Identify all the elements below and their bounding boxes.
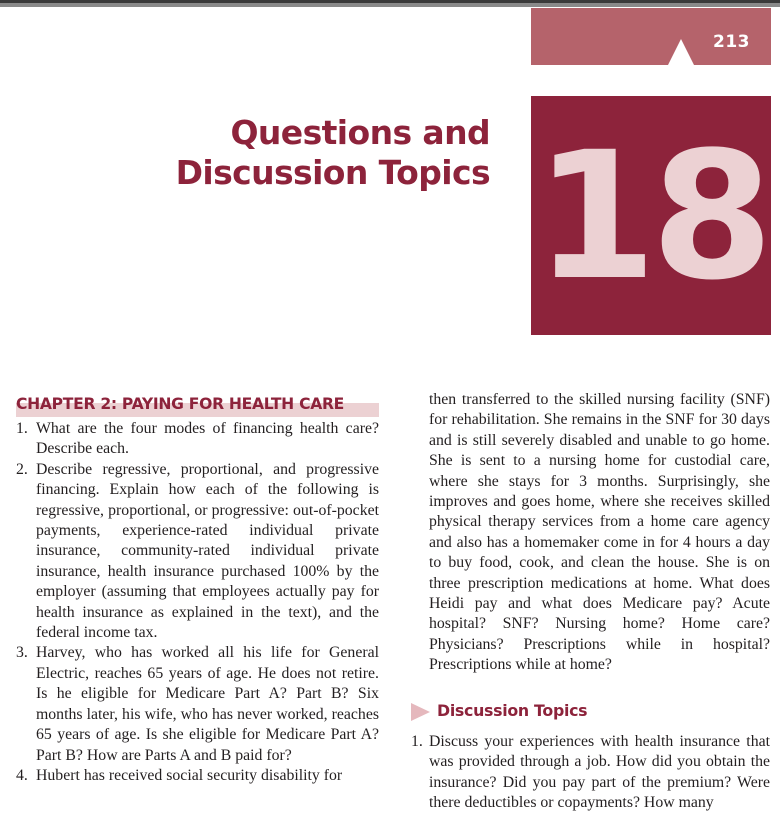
triangle-arrow-right-icon xyxy=(411,703,430,721)
section-heading-text: CHAPTER 2: PAYING FOR HEALTH CARE xyxy=(16,395,345,413)
discussion-topic-item xyxy=(411,732,770,813)
question-number: 4. xyxy=(16,766,28,784)
page-number: 213 xyxy=(713,32,750,52)
continued-question-text: then transferred to the skilled nursing facility (SNF) for rehabilitation. She remains in the SNF for 30 days and is still severely disabled and unable to go home. She is sent to a nursing home for custodial care, where she stays for 3 months. Surprisingly, she improves and goes home, where she receives skilled physical therapy services from a home care agency and also has a homemaker come in for 4 hours a day to buy food, cook, and clean the house. She is on three prescription medications at home. What does Heidi pay and what does Medicare pay? Acute hospital? SNF? Nursing home? Home care? Physicians? Prescriptions while in hospital? Prescriptions while at home? xyxy=(429,391,770,674)
question-item xyxy=(16,766,379,786)
page-title-line-1: Questions and xyxy=(230,113,490,152)
page-number-tab xyxy=(531,8,771,65)
question-item xyxy=(16,460,379,644)
question-text: What are the four modes of financing health care? Describe each. xyxy=(36,420,379,458)
section-heading xyxy=(16,386,379,418)
right-column xyxy=(411,386,770,813)
question-item xyxy=(16,419,379,460)
question-text: Harvey, who has worked all his life for General Electric, reaches 65 years of age. He does not retire. Is he eligible for Medicare Part A? Part B? Six months later, his wife, who has never worked, reaches 65 years of age. Is she eligible for Medicare Part A? Part B? How are Parts A and B paid for? xyxy=(36,644,379,764)
page-title-line-2: Discussion Topics xyxy=(175,153,490,192)
chapter-number: 18 xyxy=(534,114,768,319)
top-rule xyxy=(0,0,780,7)
discussion-topic-list xyxy=(411,732,770,813)
topic-text: Discuss your experiences with health insurance that was provided through a job. How did you obtain the insurance? Did you pay part of the premium? Were there deductibles or copayments? How many xyxy=(429,732,770,811)
chapter-number-box xyxy=(531,96,771,335)
question-item xyxy=(16,643,379,765)
discussion-topics-heading xyxy=(411,698,770,724)
tab-triangle-icon xyxy=(668,39,694,65)
question-number: 2. xyxy=(16,460,28,478)
question-text: Describe regressive, proportional, and progressive financing. Explain how each of the following is regressive, proportional, or progressive: out-of-pocket payments, experience-rated individual private insurance, community-rated individual private insurance, health insurance purchased 100% by the employer (assuming that employees actually pay for health insurance as explained in the text), and the federal income tax. xyxy=(36,460,379,642)
topic-number: 1. xyxy=(411,732,423,750)
discussion-topics-heading-text: Discussion Topics xyxy=(437,700,588,720)
question-number: 1. xyxy=(16,420,28,437)
question-text: Hubert has received social security disability for xyxy=(36,766,343,784)
left-column xyxy=(16,386,379,786)
question-number: 3. xyxy=(16,644,28,662)
question-list xyxy=(16,419,379,786)
page-title xyxy=(176,113,490,193)
